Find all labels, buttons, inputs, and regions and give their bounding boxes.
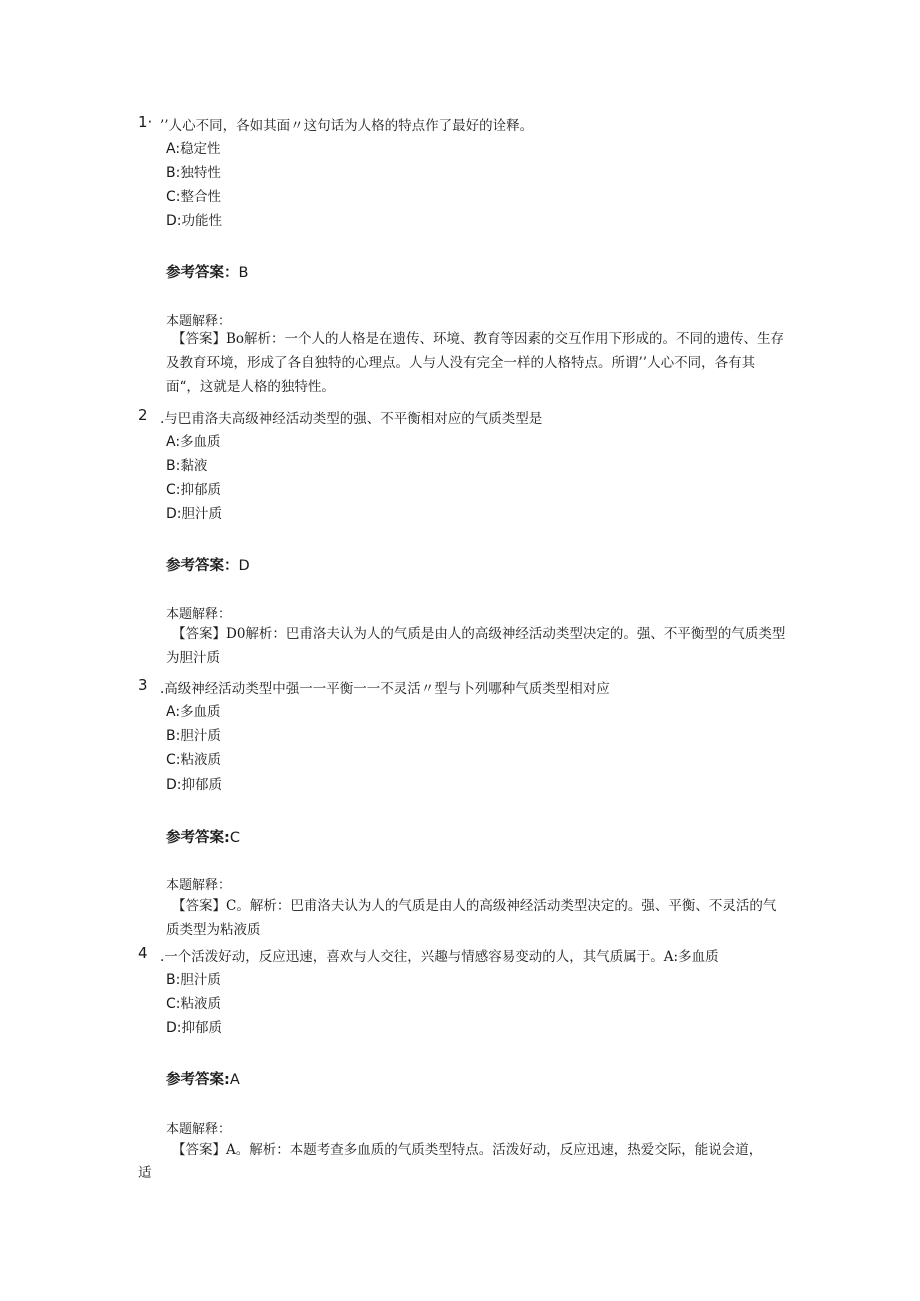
answer-label: 参考答案: [166,830,230,846]
option-text: 胆汁质 [181,506,222,522]
option-text: 胆汁质 [180,972,221,988]
question-stem: .高级神经活动类型中强一一平衡一一不灵活〃型与卜列哪种气质类型相对应 [160,681,610,697]
answer-label: 参考答案： [166,265,239,281]
option-b [166,454,207,474]
option-text: 粘液质 [180,752,221,768]
explanation-label: 本题解释： [166,1122,232,1137]
option-a [166,137,221,157]
option-text: 粘液质 [180,996,221,1012]
option-text: 多血质 [180,704,221,720]
option-letter: D: [166,1020,182,1036]
question-number: 2 [138,406,148,424]
option-d [166,1016,222,1036]
option-letter: D: [166,777,182,793]
option-text: 抑郁质 [181,1020,222,1036]
option-b [166,724,221,744]
answer-value: D [238,558,250,574]
question-stem: .与巴甫洛夫高级神经活动类型的强、不平衡相对应的气质类型是 [160,411,543,427]
explanation-label: 本题解释： [166,314,232,329]
option-d [166,502,222,522]
option-letter: B: [166,458,181,474]
option-a [166,430,221,450]
question-number: 3 [138,676,148,694]
option-text: 胆汁质 [180,728,221,744]
explanation-label: 本题解释： [166,607,232,622]
option-letter: D: [166,506,182,522]
option-a [166,700,221,720]
reference-answer [166,261,248,282]
explanation-overflow: 适 [138,1165,152,1181]
explanation-label: 本题解释： [166,878,232,893]
option-c [166,748,221,768]
option-c [166,185,221,205]
answer-label: 参考答案： [166,558,239,574]
option-letter: A: [166,141,181,157]
option-d [166,773,222,793]
question-stem: ’’人心不同，各如其面〃这句话为人格的特点作了最好的诠释。 [160,118,534,134]
question-number: 1· [138,113,153,131]
explanation-text: 【答案】Bo解析：一个人的人格是在遗传、环境、教育等因素的交互作用下形成的。不同的遗传、生存及教育环境，形成了各自独特的心理点。人与人没有完全一样的人格特点。所谓’’人心不同，各有其面“，这就是人格的独特性。 [166,331,785,395]
option-letter: D: [166,213,182,229]
option-letter: B: [166,972,181,988]
option-c [166,992,221,1012]
answer-value: A [229,1072,240,1088]
question-stem: .一个活泼好动，反应迅速，喜欢与人交往，兴趣与情感容易变动的人，其气质属于。A:多血质 [160,949,719,965]
option-b [166,968,221,988]
option-letter: C: [166,189,181,205]
option-text: 黏液 [180,458,208,474]
option-text: 抑郁质 [181,777,222,793]
answer-value: C [229,830,240,846]
option-b [166,161,221,181]
option-letter: A: [166,434,181,450]
option-text: 抑郁质 [180,482,221,498]
reference-answer [166,826,240,847]
question-number: 4 [138,944,148,962]
explanation-text: 【答案】C。解析：巴甫洛夫认为人的气质是由人的高级神经活动类型决定的。强、平衡、不灵活的气质类型为粘液质 [166,898,777,938]
option-text: 整合性 [180,189,221,205]
option-letter: A: [166,704,181,720]
explanation-text: 【答案】D0解析：巴甫洛夫认为人的气质是由人的高级神经活动类型决定的。强、不平衡型的气质类型为胆汁质 [166,626,786,666]
explanation-text: 【答案】A。解析：本题考查多血质的气质类型特点。活泼好动，反应迅速，热爱交际，能说会道， [172,1142,763,1158]
option-text: 多血质 [180,434,221,450]
option-letter: C: [166,996,181,1012]
reference-answer [166,1068,240,1089]
option-c [166,478,221,498]
option-letter: C: [166,482,181,498]
reference-answer [166,554,250,575]
option-letter: C: [166,752,181,768]
option-text: 功能性 [181,213,222,229]
option-letter: B: [166,165,181,181]
answer-label: 参考答案: [166,1072,230,1088]
option-text: 独特性 [180,165,221,181]
option-d [166,209,222,229]
answer-value: B [238,265,249,281]
option-text: 稳定性 [180,141,221,157]
option-letter: B: [166,728,181,744]
